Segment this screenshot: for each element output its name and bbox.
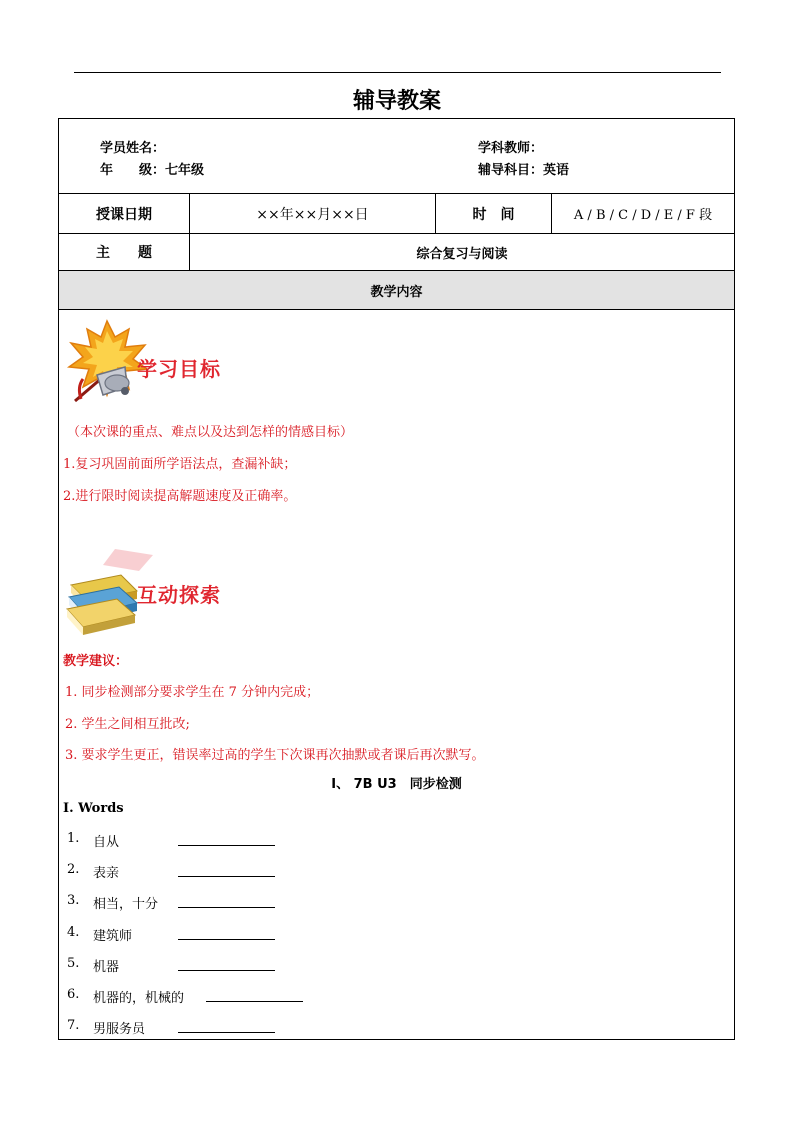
teacher-label: 学科教师： bbox=[478, 141, 544, 156]
test-heading: I、 7B U3 同步检测 bbox=[331, 777, 462, 792]
date-value: ××年××月××日 bbox=[256, 206, 369, 223]
answer-blank[interactable] bbox=[178, 876, 275, 877]
advice-item: 3. 要求学生更正，错误率过高的学生下次课再次抽默或者课后再次默写。 bbox=[65, 748, 485, 763]
content-header: 教学内容 bbox=[370, 284, 423, 300]
word-number: 1. bbox=[67, 831, 80, 846]
advice-item: 1. 同步检测部分要求学生在 7 分钟内完成； bbox=[65, 685, 320, 700]
grade-value: 七年级 bbox=[165, 163, 205, 178]
explore-banner: 互动探索 bbox=[137, 583, 221, 607]
word-chinese: 自从 bbox=[93, 835, 120, 850]
word-number: 2. bbox=[67, 862, 80, 877]
word-chinese: 机器的，机械的 bbox=[93, 991, 185, 1006]
header-rule bbox=[74, 72, 721, 73]
word-chinese: 建筑师 bbox=[93, 929, 133, 944]
topic-label: 主 题 bbox=[96, 245, 152, 261]
advice-item: 2. 学生之间相互批改; bbox=[65, 717, 190, 732]
lesson-plan-table bbox=[58, 118, 735, 1040]
word-number: 6. bbox=[67, 987, 80, 1002]
answer-blank[interactable] bbox=[178, 845, 275, 846]
goals-intro: （本次课的重点、难点以及达到怎样的情感目标） bbox=[67, 425, 354, 440]
answer-blank[interactable] bbox=[178, 907, 275, 908]
word-chinese: 机器 bbox=[93, 960, 120, 975]
goal-item: 1.复习巩固前面所学语法点，查漏补缺； bbox=[63, 457, 297, 472]
subject-field bbox=[478, 159, 569, 178]
info-row bbox=[59, 119, 734, 194]
content-header-row bbox=[59, 271, 734, 310]
time-value: A / B / C / D / E / F 段 bbox=[573, 208, 713, 223]
topic-value: 综合复习与阅读 bbox=[416, 246, 508, 262]
goals-banner: 学习目标 bbox=[137, 357, 221, 381]
word-chinese: 相当，十分 bbox=[93, 897, 159, 912]
goal-item: 2.进行限时阅读提高解题速度及正确率。 bbox=[63, 489, 297, 504]
answer-blank[interactable] bbox=[206, 1001, 303, 1002]
word-chinese: 男服务员 bbox=[93, 1022, 146, 1037]
word-chinese: 表亲 bbox=[93, 866, 120, 881]
document-title: 辅导教案 bbox=[352, 89, 441, 114]
grade-label: 年 级： bbox=[100, 163, 166, 178]
time-label: 时 间 bbox=[472, 206, 515, 223]
word-number: 7. bbox=[67, 1018, 80, 1033]
answer-blank[interactable] bbox=[178, 1032, 275, 1033]
subject-value: 英语 bbox=[543, 163, 570, 178]
answer-blank[interactable] bbox=[178, 939, 275, 940]
teaching-advice-label: 教学建议： bbox=[63, 654, 129, 669]
subject-label: 辅导科目： bbox=[478, 163, 544, 178]
student-name-label: 学员姓名： bbox=[100, 141, 166, 156]
word-number: 4. bbox=[67, 925, 80, 940]
topic-row bbox=[59, 234, 734, 271]
word-number: 3. bbox=[67, 893, 80, 908]
schedule-row bbox=[59, 194, 734, 234]
word-number: 5. bbox=[67, 956, 80, 971]
grade-field bbox=[100, 159, 204, 178]
date-label: 授课日期 bbox=[96, 206, 152, 223]
words-section-title: I. Words bbox=[63, 801, 124, 816]
answer-blank[interactable] bbox=[178, 970, 275, 971]
